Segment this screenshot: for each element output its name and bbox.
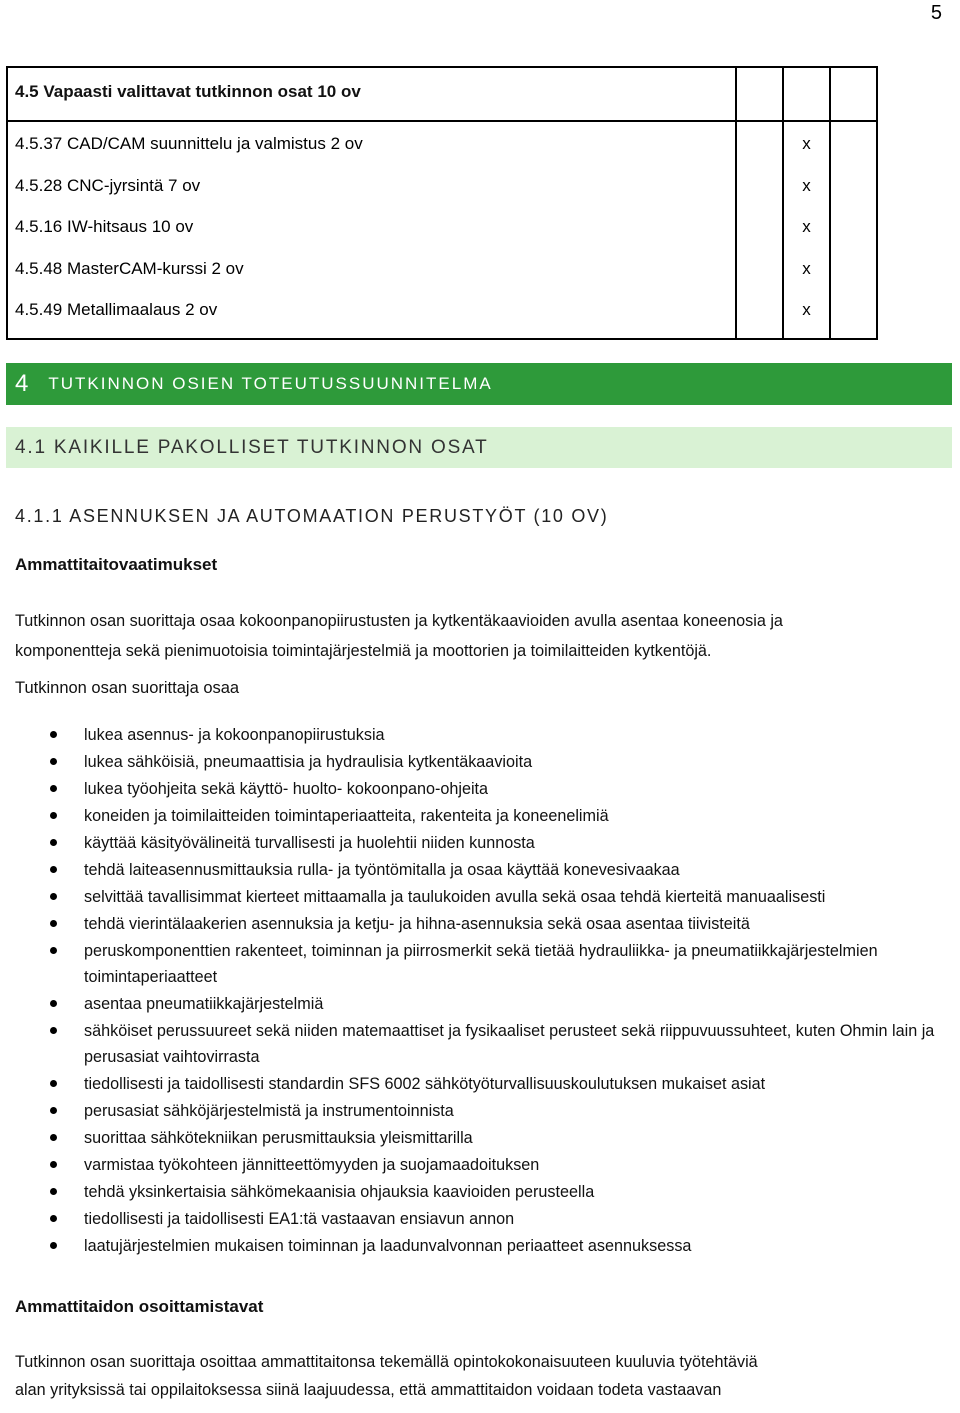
list-item: asentaa pneumatiikkajärjestelmiä — [0, 991, 950, 1017]
list-item: lukea asennus- ja kokoonpanopiirustuksia — [0, 722, 950, 748]
requirements-label: Ammattitaitovaatimukset — [15, 555, 218, 574]
bullet-icon — [50, 1242, 57, 1249]
bullet-icon — [50, 947, 57, 954]
bullet-icon — [50, 1215, 57, 1222]
list-item: suorittaa sähkötekniikan perusmittauksia yleismittarilla — [0, 1125, 950, 1151]
course-mark-list — [784, 122, 829, 331]
list-item: tiedollisesti ja taidollisesti EA1:tä vastaavan ensiavun annon — [0, 1206, 950, 1232]
bullet-icon — [50, 731, 57, 738]
list-item: lukea sähköisiä, pneumaattisia ja hydraulisia kytkentäkaavioita — [0, 749, 950, 775]
list-item: tiedollisesti ja taidollisesti standardin SFS 6002 sähkötyöturvallisuuskoulutuksen mukaiset asiat — [0, 1071, 950, 1097]
course-name: 4.5.49 Metallimaalaus 2 ov — [15, 300, 218, 319]
bullet-icon — [50, 1107, 57, 1114]
list-item: lukea työohjeita sekä käyttö- huolto- kokoonpano-ohjeita — [0, 776, 950, 802]
paragraph-line: alan yrityksissä tai oppilaitoksessa siinä laajuudessa, että ammattitaidon voidaan todeta vastaavan — [15, 1381, 722, 1399]
table-body-row — [7, 121, 877, 339]
section-title: 4.1 KAIKILLE PAKOLLISET TUTKINNON OSAT — [15, 436, 489, 458]
list-item: selvittää tavallisimmat kierteet mittaamalla ja taulukoiden avulla sekä osaa tehdä kierteitä manuaalisesti — [0, 884, 950, 910]
bullet-icon — [50, 1027, 57, 1034]
bullet-icon — [50, 893, 57, 900]
requirements-intro: Tutkinnon osan suorittaja osaa — [15, 679, 240, 697]
list-item: tehdä yksinkertaisia sähkömekaanisia ohjauksia kaavioiden perusteella — [0, 1179, 950, 1205]
page-number: 5 — [930, 2, 942, 24]
list-item: koneiden ja toimilaitteiden toimintaperiaatteita, rakenteita ja koneenelimiä — [0, 803, 950, 829]
chapter-title: TUTKINNON OSIEN TOTEUTUSSUUNNITELMA — [48, 374, 493, 393]
list-item: käyttää käsityövälineitä turvallisesti ja huolehtii niiden kunnosta — [0, 830, 950, 856]
list-item: varmistaa työkohteen jännitteettömyyden ja suojamaadoituksen — [0, 1152, 950, 1178]
course-name: 4.5.16 IW-hitsaus 10 ov — [15, 217, 194, 236]
course-name: 4.5.48 MasterCAM-kurssi 2 ov — [15, 258, 244, 278]
list-item: peruskomponenttien rakenteet, toiminnan ja piirrosmerkit sekä tietää hydrauliikka- ja pneumatiikkajärjestelmien toimintaperiaatteet — [0, 938, 950, 990]
subsection-heading: 4.1.1 ASENNUKSEN JA AUTOMAATION PERUSTYÖT (10 OV) — [15, 506, 609, 526]
table-heading: 4.5 Vapaasti valittavat tutkinnon osat 10 ov — [15, 82, 361, 101]
bullet-icon — [50, 839, 57, 846]
paragraph-line: komponentteja sekä pienimuotoisia toimintajärjestelmiä ja moottorien ja toimilaitteiden kytkentöjä. — [15, 642, 712, 660]
demonstration-label: Ammattitaidon osoittamistavat — [15, 1297, 264, 1316]
bullet-icon — [50, 758, 57, 765]
course-mark: x — [802, 300, 811, 319]
list-item: laatujärjestelmien mukaisen toiminnan ja laadunvalvonnan periaatteet asennuksessa — [0, 1233, 950, 1259]
list-item: tehdä laiteasennusmittauksia rulla- ja työntömitalla ja osaa käyttää konevesivaakaa — [0, 857, 950, 883]
course-name: 4.5.37 CAD/CAM suunnittelu ja valmistus 2 ov — [15, 134, 363, 153]
bullet-icon — [50, 1188, 57, 1195]
table-header-row — [7, 67, 877, 121]
course-mark: x — [802, 217, 811, 236]
bullet-icon — [50, 1080, 57, 1087]
list-item: sähköiset perussuureet sekä niiden matemaattiset ja fysikaaliset perusteet sekä riippuvuussuhteet, kuten Ohmin lain ja perusasiat vaihtovirrasta — [0, 1018, 950, 1070]
bullet-icon — [50, 1161, 57, 1168]
elective-courses-table — [6, 66, 878, 340]
bullet-icon — [50, 1134, 57, 1141]
bullet-icon — [50, 920, 57, 927]
bullet-icon — [50, 866, 57, 873]
chapter-number: 4 — [15, 370, 29, 397]
requirements-paragraph — [15, 606, 945, 666]
list-item: tehdä vierintälaakerien asennuksia ja ketju- ja hihna-asennuksia sekä osaa asentaa tiivisteitä — [0, 911, 950, 937]
demonstration-paragraph — [15, 1348, 945, 1404]
course-name-list — [8, 122, 735, 331]
paragraph-line: Tutkinnon osan suorittaja osoittaa ammattitaitonsa tekemällä opintokokonaisuuteen kuuluvia työtehtäviä — [15, 1353, 758, 1371]
bullet-icon — [50, 1000, 57, 1007]
course-mark: x — [802, 134, 811, 153]
bullet-icon — [50, 812, 57, 819]
paragraph-line: Tutkinnon osan suorittaja osaa kokoonpanopiirustusten ja kytkentäkaavioiden avulla asentaa koneenosia ja — [15, 612, 783, 630]
requirements-list — [0, 722, 950, 1260]
course-mark: x — [802, 258, 811, 278]
course-mark: x — [802, 175, 811, 195]
course-name: 4.5.28 CNC-jyrsintä 7 ov — [15, 175, 201, 195]
chapter-heading — [6, 363, 952, 405]
list-item: perusasiat sähköjärjestelmistä ja instrumentoinnista — [0, 1098, 950, 1124]
bullet-icon — [50, 785, 57, 792]
section-heading — [6, 427, 952, 468]
